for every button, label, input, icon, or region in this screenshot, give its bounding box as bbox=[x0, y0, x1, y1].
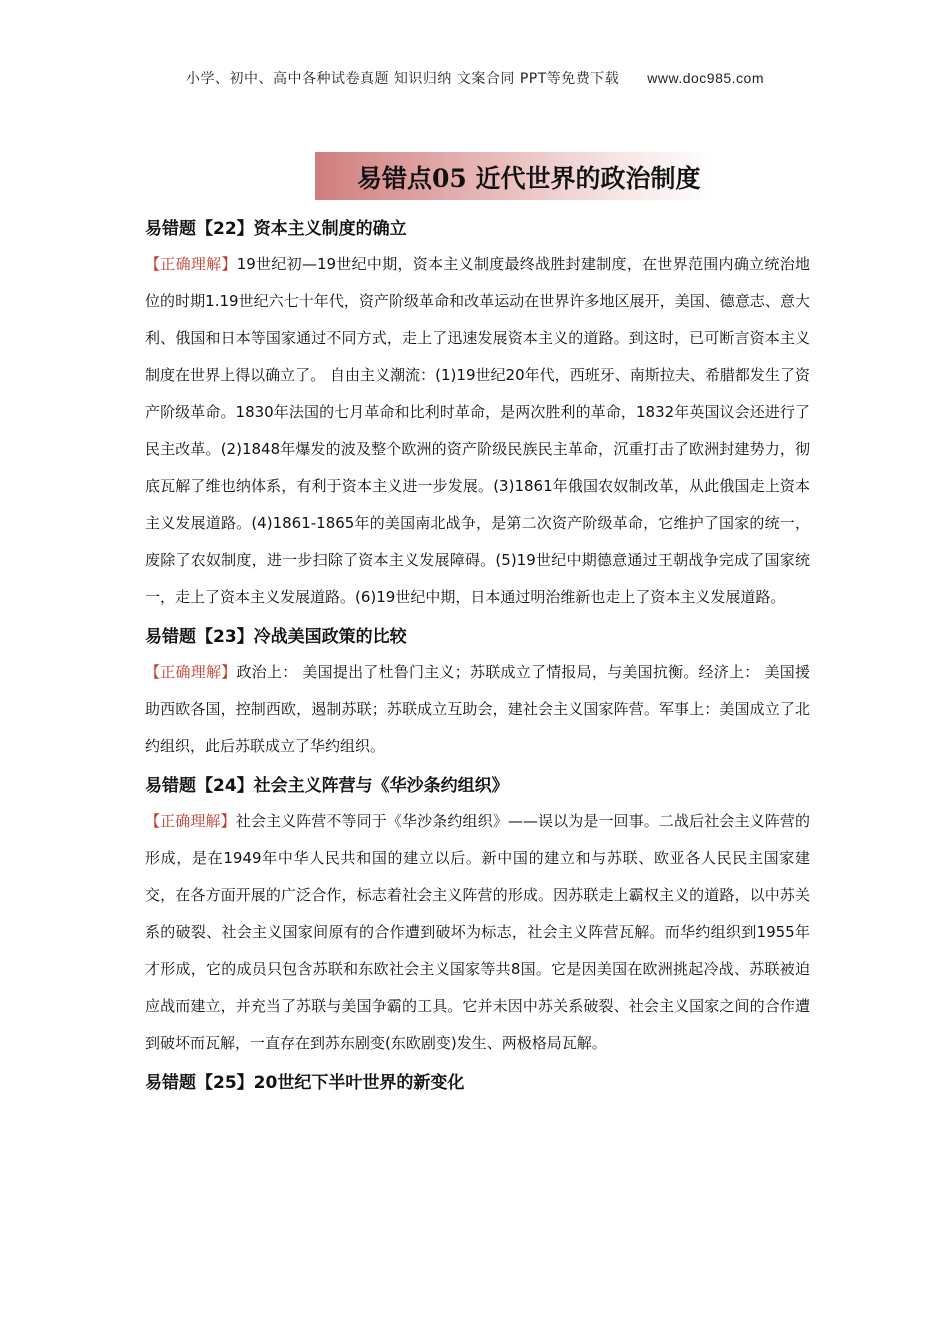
title-banner bbox=[315, 152, 715, 200]
section-24 bbox=[145, 769, 810, 1062]
main-content bbox=[145, 212, 810, 1100]
section-body: 19世纪初—19世纪中期，资本主义制度最终战胜封建制度，在世界范围内确立统治地位的时期1.19世纪六七十年代，资产阶级革命和改革运动在世界许多地区展开，美国、德意志、意大利、俄国和日本等国家通过不同方式，走上了迅速发展资本主义的道路。到这时，已可断言资本主义制度在世界上得以确立了。 自由主义潮流：(1)19世纪20年代，西班牙、南斯拉夫、希腊都发生了资产阶级革命。1830年法国的七月革命和比利时革命，是两次胜利的革命，1832年英国议会还进行了民主改革。(2)1848年爆发的波及整个欧洲的资产阶级民族民主革命，沉重打击了欧洲封建势力，彻底瓦解了维也纳体系，有利于资本主义进一步发展。(3)1861年俄国农奴制改革，从此俄国走上资本主义发展道路。(4)1861-1865年的美国南北战争，是第二次资产阶级革命，它维护了国家的统一，废除了农奴制度，进一步扫除了资本主义发展障碍。(5)19世纪中期德意通过王朝战争完成了国家统一，走上了资本主义发展道路。(6)19世纪中期，日本通过明治维新也走上了资本主义发展道路。 bbox=[145, 255, 810, 606]
header-text: 小学、初中、高中各种试卷真题 知识归纳 文案合同 PPT等免费下载 bbox=[185, 71, 620, 87]
section-body: 政治上： 美国提出了杜鲁门主义；苏联成立了情报局，与美国抗衡。经济上： 美国援助西欧各国，控制西欧，遏制苏联；苏联成立互助会，建社会主义国家阵营。军事上：美国成立了北约组织，此后苏联成立了华约组织。 bbox=[145, 663, 810, 755]
section-body: 社会主义阵营不等同于《华沙条约组织》——误以为是一回事。二战后社会主义阵营的形成，是在1949年中华人民共和国的建立以后。新中国的建立和与苏联、欧亚各人民民主国家建交，在各方面开展的广泛合作，标志着社会主义阵营的形成。因苏联走上霸权主义的道路，以中苏关系的破裂、社会主义国家间原有的合作遭到破坏为标志，社会主义阵营瓦解。而华约组织到1955年才形成，它的成员只包含苏联和东欧社会主义国家等共8国。它是因美国在欧洲挑起冷战、苏联被迫应战而建立，并充当了苏联与美国争霸的工具。它并未因中苏关系破裂、社会主义国家之间的合作遭到破坏而瓦解，一直存在到苏东剧变(东欧剧变)发生、两极格局瓦解。 bbox=[145, 812, 810, 1052]
section-heading: 易错题【22】资本主义制度的确立 bbox=[145, 219, 407, 239]
section-23 bbox=[145, 620, 810, 765]
section-heading: 易错题【23】冷战美国政策的比较 bbox=[145, 627, 407, 647]
correct-understanding-tag: 【正确理解】 bbox=[145, 812, 236, 830]
section-heading: 易错题【24】社会主义阵营与《华沙条约组织》 bbox=[145, 776, 509, 796]
page-title: 易错点05 近代世界的政治制度 bbox=[357, 164, 701, 193]
section-heading: 易错题【25】20世纪下半叶世界的新变化 bbox=[145, 1073, 465, 1093]
header-site: www.doc985.com bbox=[647, 70, 764, 86]
correct-understanding-tag: 【正确理解】 bbox=[145, 255, 237, 273]
section-paragraph bbox=[145, 803, 810, 1062]
section-paragraph bbox=[145, 654, 810, 765]
section-paragraph bbox=[145, 246, 810, 616]
section-22 bbox=[145, 212, 810, 616]
section-25 bbox=[145, 1066, 810, 1100]
page-header bbox=[0, 68, 950, 88]
correct-understanding-tag: 【正确理解】 bbox=[145, 663, 237, 681]
